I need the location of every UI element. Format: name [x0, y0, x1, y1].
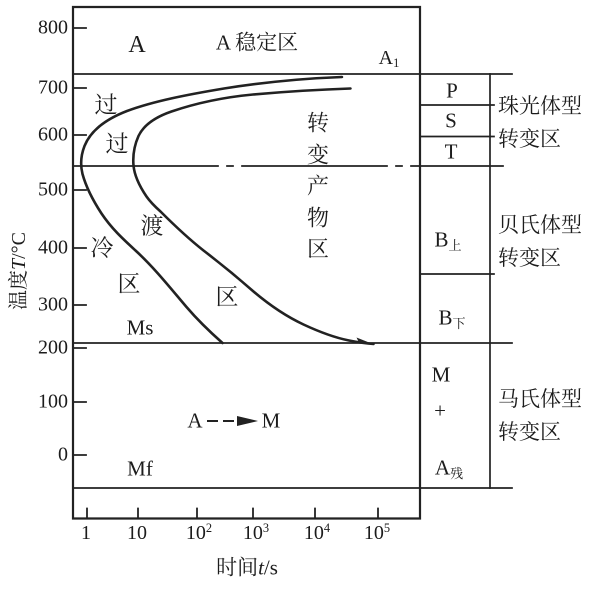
sorbite-s-label: S [445, 108, 457, 133]
retained-austenite-label: $A_残$ [434, 455, 464, 481]
austenite-label: A [128, 32, 146, 58]
y-tick-label: 400 [38, 236, 68, 259]
troostite-t-label: T [444, 139, 458, 164]
x-tick-label: $10^4$ [303, 521, 331, 544]
x-tick-label: 10 [127, 522, 147, 544]
martensite-group-label [498, 383, 582, 449]
martensite-m-label: M [431, 362, 451, 387]
a-to-m-a-label: A [187, 408, 203, 433]
mf-label: Mf [127, 456, 153, 481]
bainite-group-label [498, 209, 582, 275]
supercooled-char-leng: 冷 [90, 235, 114, 261]
y-tick-label: 100 [38, 390, 68, 413]
y-axis-title: 温度T/°C [8, 231, 30, 311]
x-axis-title: 时间t/s [216, 555, 278, 580]
y-tick-label: 600 [38, 123, 68, 146]
product-char: 产 [306, 173, 330, 199]
a-to-m-m-label: M [261, 408, 281, 433]
pearlite-p-label: P [446, 78, 458, 103]
x-tick-label: $10^3$ [242, 521, 270, 544]
a1-label: $A_1$ [378, 47, 400, 71]
ms-label: Ms [126, 315, 154, 340]
group-label-line: 转变区 [498, 127, 561, 151]
a-to-m-arrowhead [237, 416, 258, 426]
transition-char-qu: 区 [215, 284, 239, 310]
x-tick-label: $10^2$ [185, 521, 213, 544]
y-tick-label: 200 [38, 336, 68, 359]
group-label-line: 珠光体型 [498, 94, 582, 118]
supercooled-char-qu: 区 [117, 271, 141, 297]
y-tick-label: 0 [58, 443, 68, 466]
plus-label: + [434, 398, 446, 423]
group-label-line: 贝氏体型 [498, 213, 582, 237]
product-char: 物 [306, 204, 330, 230]
lower-bainite-label: $B_下$ [438, 305, 466, 331]
y-tick-label: 300 [38, 293, 68, 316]
y-tick-label: 800 [38, 16, 68, 39]
c-curve-finish [133, 89, 373, 345]
x-tick-label: 1 [81, 522, 91, 544]
x-axis-ticks [87, 509, 378, 519]
x-tick-label: $10^5$ [363, 521, 391, 544]
transition-char-guo: 过 [105, 131, 129, 157]
pearlite-group-label [498, 90, 582, 156]
upper-bainite-label: $B_上$ [434, 227, 462, 253]
group-label-line: 转变区 [498, 420, 561, 444]
product-char: 变 [306, 141, 330, 167]
product-char: 转 [306, 110, 330, 136]
y-tick-label: 500 [38, 178, 68, 201]
product-char: 区 [306, 236, 330, 262]
plot-border [73, 7, 420, 519]
product-region-label [307, 107, 329, 265]
c-curve-start [81, 77, 342, 343]
y-tick-label: 700 [38, 76, 68, 99]
y-axis-ticks [74, 28, 87, 455]
group-label-line: 转变区 [498, 246, 561, 270]
supercooled-char-guo: 过 [94, 92, 118, 118]
transition-char-du: 渡 [140, 213, 164, 239]
stable-region-label: A 稳定区 [215, 30, 299, 55]
group-label-line: 马氏体型 [498, 387, 582, 411]
